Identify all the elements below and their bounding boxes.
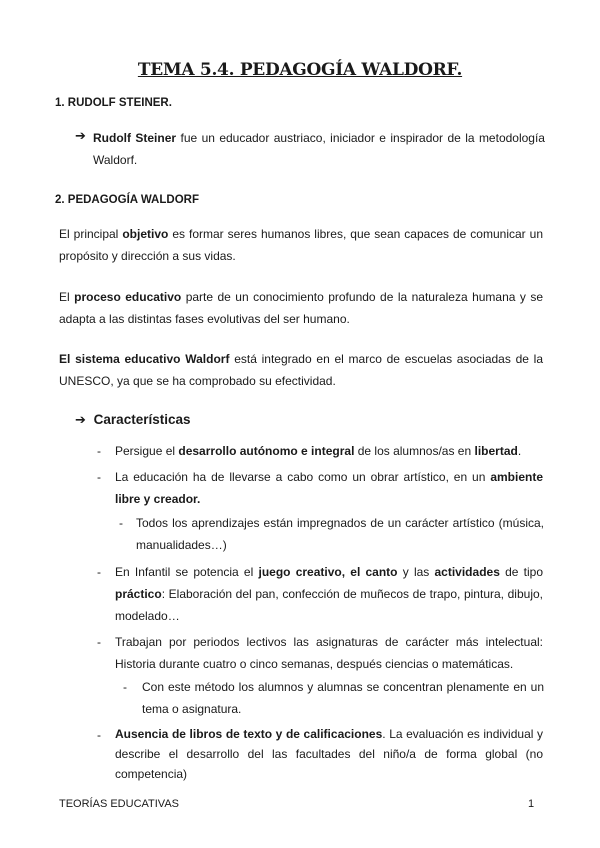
dash-bullet: - <box>97 565 101 579</box>
list-subitem: Todos los aprendizajes están impregnados de un carácter artístico (música, manualidades…) <box>136 516 544 552</box>
list-item: En Infantil se potencia el juego creativo, el canto y las actividades de tipo práctico: Elaboración del pan, confección de muñecos de trapo, pintura, dibujo, modelado… <box>115 565 543 623</box>
list-item: Persigue el desarrollo autónomo e integral de los alumnos/as en libertad. <box>115 444 522 458</box>
arrow-icon: ➔ <box>75 128 86 143</box>
section-heading-rudolf-steiner: 1. RUDOLF STEINER. <box>55 97 172 109</box>
caracteristicas-heading: ➔ Características <box>75 412 191 427</box>
dash-bullet: - <box>119 516 123 530</box>
dash-bullet: - <box>97 635 101 649</box>
section1-text: Rudolf Steiner fue un educador austriaco, iniciador e inspirador de la metodología Waldorf. <box>93 131 545 167</box>
dash-bullet: - <box>123 680 127 694</box>
list-subitem: Con este método los alumnos y alumnas se concentran plenamente en un tema o asignatura. <box>142 680 544 716</box>
dash-bullet: - <box>97 470 101 484</box>
list-item: La educación ha de llevarse a cabo como un obrar artístico, en un ambiente libre y creador. <box>115 470 543 506</box>
paragraph-objetivo: El principal objetivo es formar seres humanos libres, que sean capaces de comunicar un propósito y dirección a sus vidas. <box>59 227 543 263</box>
page-number: 1 <box>528 798 535 810</box>
footer-title: TEORÍAS EDUCATIVAS <box>59 798 180 810</box>
list-item: Trabajan por periodos lectivos las asignaturas de carácter más intelectual: Historia durante cuatro o cinco semanas, después ciencias o matemáticas. <box>115 635 543 671</box>
arrow-icon: ➔ <box>75 412 86 427</box>
dash-bullet: - <box>97 444 101 458</box>
section-heading-pedagogia-waldorf: 2. PEDAGOGÍA WALDORF <box>55 194 199 206</box>
paragraph-proceso: El proceso educativo parte de un conocimiento profundo de la naturaleza humana y se adapta a las distintas fases evolutivas del ser humano. <box>59 290 543 326</box>
bold-text: Rudolf Steiner <box>93 131 177 145</box>
list-item: Ausencia de libros de texto y de calificaciones. La evaluación es individual y describe el desarrollo del las facultades del niño/a de forma global (no competencia) <box>115 727 544 781</box>
paragraph-sistema: El sistema educativo Waldorf está integrado en el marco de escuelas asociadas de la UNESCO, ya que se ha comprobado su efectividad. <box>59 352 543 388</box>
page-title: TEMA 5.4. PEDAGOGÍA WALDORF. <box>137 60 463 80</box>
dash-bullet: - <box>97 728 101 742</box>
section1-bullet <box>75 127 545 171</box>
